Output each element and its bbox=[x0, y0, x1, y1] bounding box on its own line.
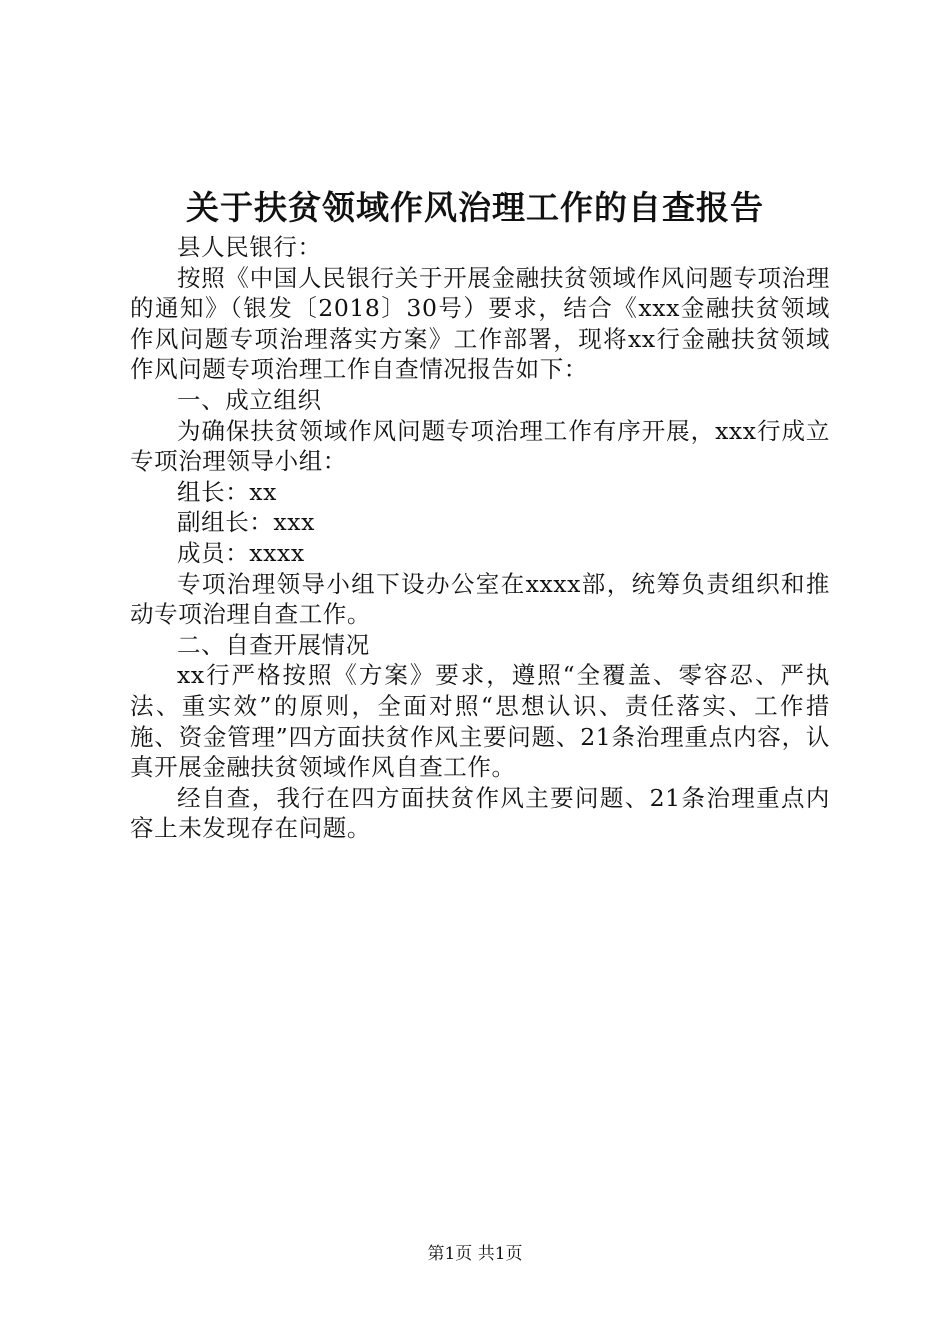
intro-paragraph: 按照《中国人民银行关于开展金融扶贫领域作风问题专项治理的通知》（银发〔2018〕30号）要求，结合《xxx金融扶贫领域作风问题专项治理落实方案》工作部署，现将xx行金融扶贫领域作风问题专项治理工作自查情况报告如下： bbox=[130, 263, 830, 384]
document-body bbox=[130, 232, 830, 844]
member-staff: 成员：xxxx bbox=[177, 538, 305, 567]
member-leader: 组长：xx bbox=[177, 477, 278, 506]
section-heading-2: 二、自查开展情况 bbox=[177, 630, 370, 659]
document-title: 关于扶贫领域作风治理工作的自查报告 bbox=[186, 188, 764, 227]
paragraph-office: 专项治理领导小组下设办公室在xxxx部，统筹负责组织和推动专项治理自查工作。 bbox=[130, 569, 830, 629]
salutation: 县人民银行： bbox=[177, 233, 322, 261]
paragraph-conclusion: 经自查，我行在四方面扶贫作风主要问题、21条治理重点内容上未发现存在问题。 bbox=[130, 783, 830, 843]
paragraph-self-inspection: xx行严格按照《方案》要求，遵照“全覆盖、零容忍、严执法、重实效”的原则，全面对照“思想认识、责任落实、工作措施、资金管理”四方面扶贫作风主要问题、21条治理重点内容，认真开展金融扶贫领域作风自查工作。 bbox=[130, 661, 830, 782]
member-deputy: 副组长：xxx bbox=[177, 508, 315, 537]
page-footer: 第1页 共1页 bbox=[427, 1244, 523, 1264]
paragraph-organization: 为确保扶贫领域作风问题专项治理工作有序开展，xxx行成立专项治理领导小组： bbox=[130, 416, 830, 476]
section-heading-1: 一、成立组织 bbox=[177, 385, 322, 414]
